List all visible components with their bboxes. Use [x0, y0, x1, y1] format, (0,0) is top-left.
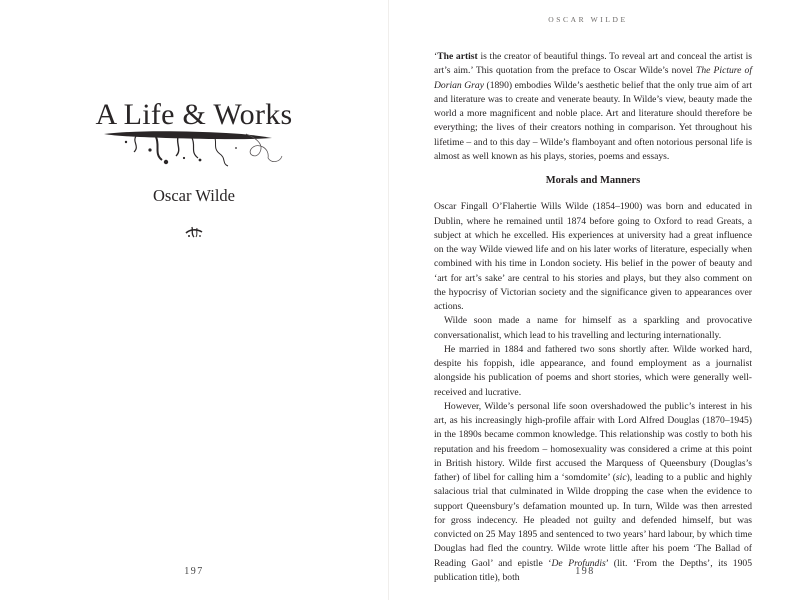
left-page [0, 0, 388, 600]
page-number-left: 197 [184, 566, 204, 577]
author-name: Oscar Wilde [153, 186, 235, 205]
small-ink-ornament [183, 224, 205, 240]
novel-title: The Picture of Dorian Gray [434, 65, 752, 91]
intro-paragraph: ‘The artist is the creator of beautiful things. To reveal art and conceal the artist is art’s aim.’ This quotation from the preface to Oscar Wilde’s novel The Picture of Dorian Gray (1890) embodies Wilde’s aesthetic belief that the only true aim of art and literature was to create and venerate beauty. In Wilde’s view, beauty made the world a more magnificent and noble place. Art and literature should therefore be everything; the lives of their creators nothing in comparison. Yet throughout his lifetime – and to this day – Wilde’s flamboyant and often notorious personal life is almost as well known as his plays, stories, poems and essays. [434, 51, 752, 162]
ink-flourish-ornament [96, 128, 296, 172]
section-heading: Morals and Manners [545, 175, 641, 186]
paragraph-2: Wilde soon made a name for himself as a sparkling and provocative conversationalist, which lead to his travelling and lecturing internationally. [434, 315, 752, 341]
bold-lead: The artist [437, 51, 478, 62]
right-page [388, 0, 788, 600]
page-number-right: 198 [575, 566, 595, 577]
paragraph-3: He married in 1884 and fathered two sons shortly after. Wilde worked hard, despite his foppish, idle appearance, and found employment as a journalist alongside his publication of poems and short stories, which were generally well-received and lucrative. [434, 343, 752, 398]
paragraph-1: Oscar Fingall O’Flahertie Wills Wilde (1854–1900) was born and educated in Dublin, where he remained until 1874 before going to Oxford to read Greats, a subject at which he excelled. His experiences at university had a great influence on the way Wilde viewed life and on his later works of literature, especially when combined with his time in London society. His belief in the power of beauty and ‘art for art’s sake’ are central to his stories and plays, but they also comment on the hypocrisy of Victorian society and the significance given to appearances over actions. [434, 201, 752, 312]
running-head: OSCAR WILDE [548, 15, 628, 24]
book-title: A Life & Works [95, 98, 293, 131]
body-text [434, 50, 752, 585]
paragraph-4: However, Wilde’s personal life soon overshadowed the public’s interest in his art, as his increasingly high-profile affair with Lord Alfred Douglas (1870–1945) in the 1890s became common knowledge. This relationship was costly to both his reputation and his freedom – homosexuality was considered a crime at this point in British history. Wilde first accused the Marquess of Queensbury (Douglas’s father) of libel for calling him a ‘somdomite’ (sic), leading to a public and highly salacious trial that culminated in Wilde dropping the case when the evidence to support Queensbury’s defamation mounted up. In turn, Wilde was then arrested for gross indecency. He pleaded not guilty and defended himself, but was convicted on 25 May 1895 and sentenced to two years’ hard labour, by which time Douglas had fled the country. Wilde wrote little after his poem ‘The Ballad of Reading Gaol’ and epistle ‘De Profundis’ (lit. ‘From the Depths’, its 1905 publication title), both [434, 400, 752, 583]
